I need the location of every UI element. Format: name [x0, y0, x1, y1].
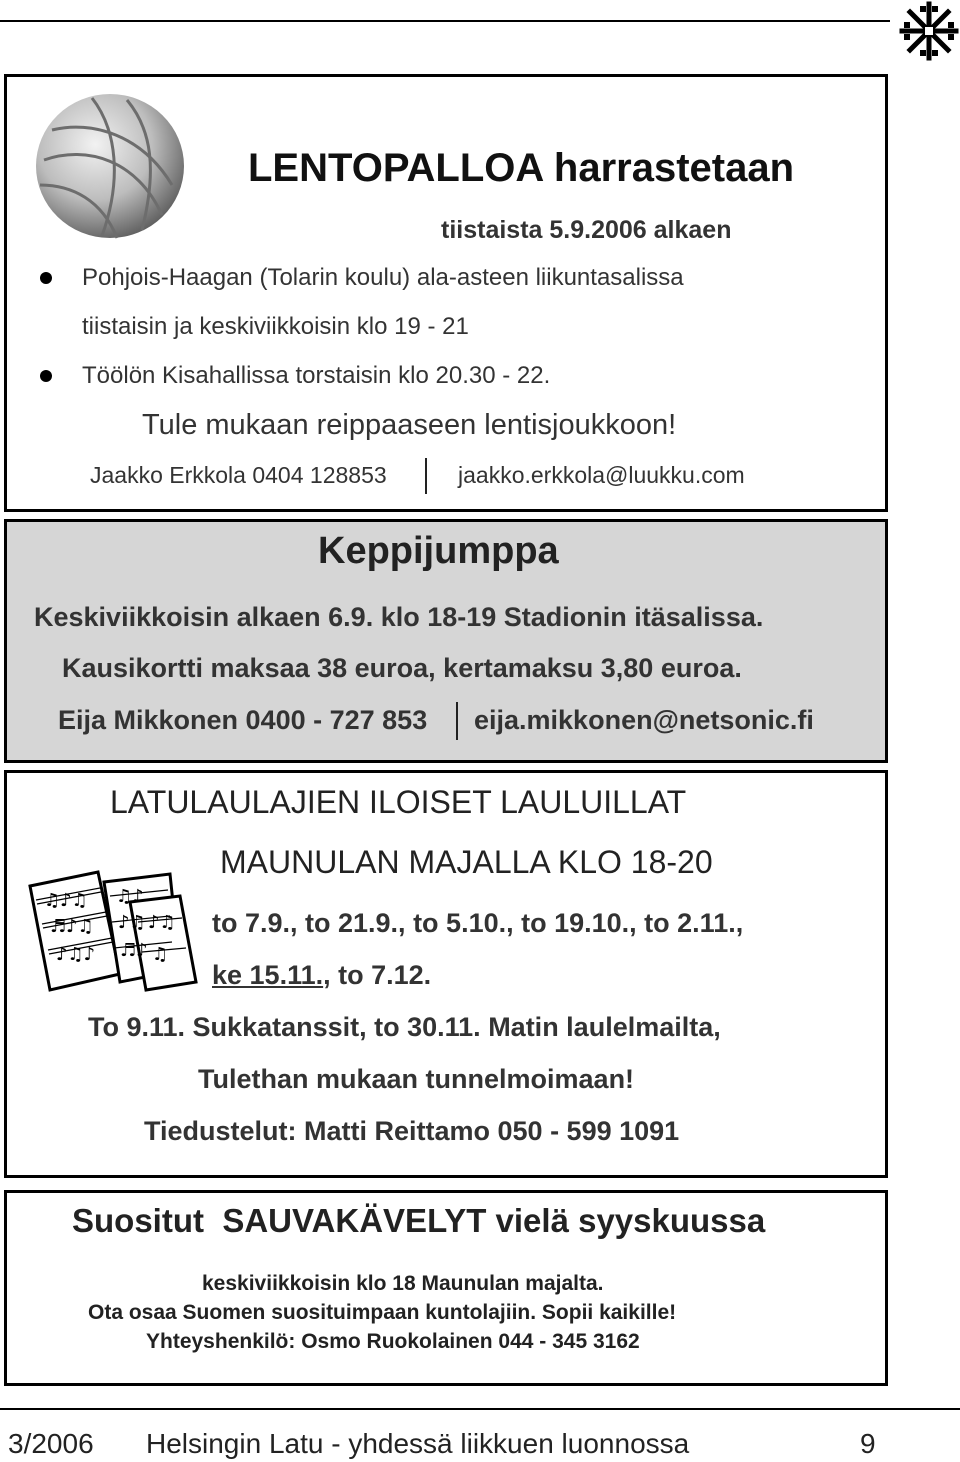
svg-text:♬♪: ♬♪ — [120, 940, 148, 961]
nordic-walking-title: Suositut SAUVAKÄVELYT vielä syyskuussa — [72, 1202, 766, 1239]
snowflake-icon — [898, 0, 960, 62]
volleyball-start-date: tiistaista 5.9.2006 alkaen — [441, 216, 732, 244]
separator — [456, 702, 458, 740]
sheet-music-icon — [20, 866, 200, 996]
footer-rule — [0, 1408, 960, 1410]
singing-subtitle: MAUNULAN MAJALLA KLO 18-20 — [220, 844, 713, 880]
bullet-icon — [40, 272, 52, 284]
stick-gym-contact-name: Eija Mikkonen 0400 - 727 853 — [58, 705, 428, 735]
svg-text:♬♪♫: ♬♪♫ — [50, 916, 94, 937]
volleyball-location-1: Pohjois-Haagan (Tolarin koulu) ala-asteen liikuntasalissa — [82, 264, 684, 291]
volleyball-invite: Tule mukaan reippaaseen lentisjoukkoon! — [142, 409, 677, 441]
nordic-walking-time: keskiviikkoisin klo 18 Maunulan majalta. — [202, 1272, 604, 1295]
singing-special-events: To 9.11. Sukkatanssit, to 30.11. Matin laulelmailta, — [88, 1012, 721, 1042]
svg-text:♪♫♪: ♪♫♪ — [56, 944, 96, 965]
singing-info: Tiedustelut: Matti Reittamo 050 - 599 1091 — [144, 1116, 680, 1146]
svg-text:♪♫: ♪♫ — [148, 912, 176, 933]
svg-text:♫♪♫: ♫♪♫ — [44, 890, 88, 911]
svg-text:♫♪: ♫♪ — [116, 886, 144, 907]
volleyball-contact-email: jaakko.erkkola@luukku.com — [458, 462, 745, 488]
stick-gym-title: Keppijumppa — [318, 530, 559, 572]
stick-gym-contact-email: eija.mikkonen@netsonic.fi — [474, 705, 814, 735]
volleyball-contact-name: Jaakko Erkkola 0404 128853 — [90, 462, 387, 488]
footer-issue: 3/2006 — [8, 1428, 94, 1459]
singing-dates-1: to 7.9., to 21.9., to 5.10., to 19.10., to 2.11., — [212, 908, 744, 938]
singing-title: LATULAULAJIEN ILOISET LAULUILLAT — [110, 784, 687, 820]
singing-date-underlined: ke 15.11. — [212, 960, 324, 990]
svg-text:♫: ♫ — [152, 944, 169, 965]
singing-welcome: Tulethan mukaan tunnelmoimaan! — [198, 1064, 635, 1094]
top-rule — [0, 20, 890, 22]
nordic-walking-contact: Yhteyshenkilö: Osmo Ruokolainen 044 - 345 3162 — [146, 1330, 640, 1353]
volleyball-location-2: Töölön Kisahallissa torstaisin klo 20.30 - 22. — [82, 362, 551, 389]
stick-gym-schedule: Keskiviikkoisin alkaen 6.9. klo 18-19 Stadionin itäsalissa. — [34, 602, 764, 632]
nordic-walking-description: Ota osaa Suomen suosituimpaan kuntolajiin. Sopii kaikille! — [88, 1301, 677, 1324]
footer-page-number: 9 — [860, 1428, 876, 1459]
volleyball-icon — [32, 90, 188, 242]
singing-date-rest: , to 7.12. — [323, 960, 432, 990]
stick-gym-prices: Kausikortti maksaa 38 euroa, kertamaksu 3,80 euroa. — [62, 653, 742, 683]
bullet-icon — [40, 370, 52, 382]
footer-publication: Helsingin Latu - yhdessä liikkuen luonnossa — [146, 1428, 690, 1459]
separator — [425, 458, 427, 494]
svg-text:♪♫: ♪♫ — [118, 912, 146, 933]
volleyball-title: LENTOPALLOA harrastetaan — [248, 146, 795, 190]
singing-dates-2 — [212, 960, 431, 991]
volleyball-location-1-times: tiistaisin ja keskiviikkoisin klo 19 - 21 — [82, 313, 469, 340]
